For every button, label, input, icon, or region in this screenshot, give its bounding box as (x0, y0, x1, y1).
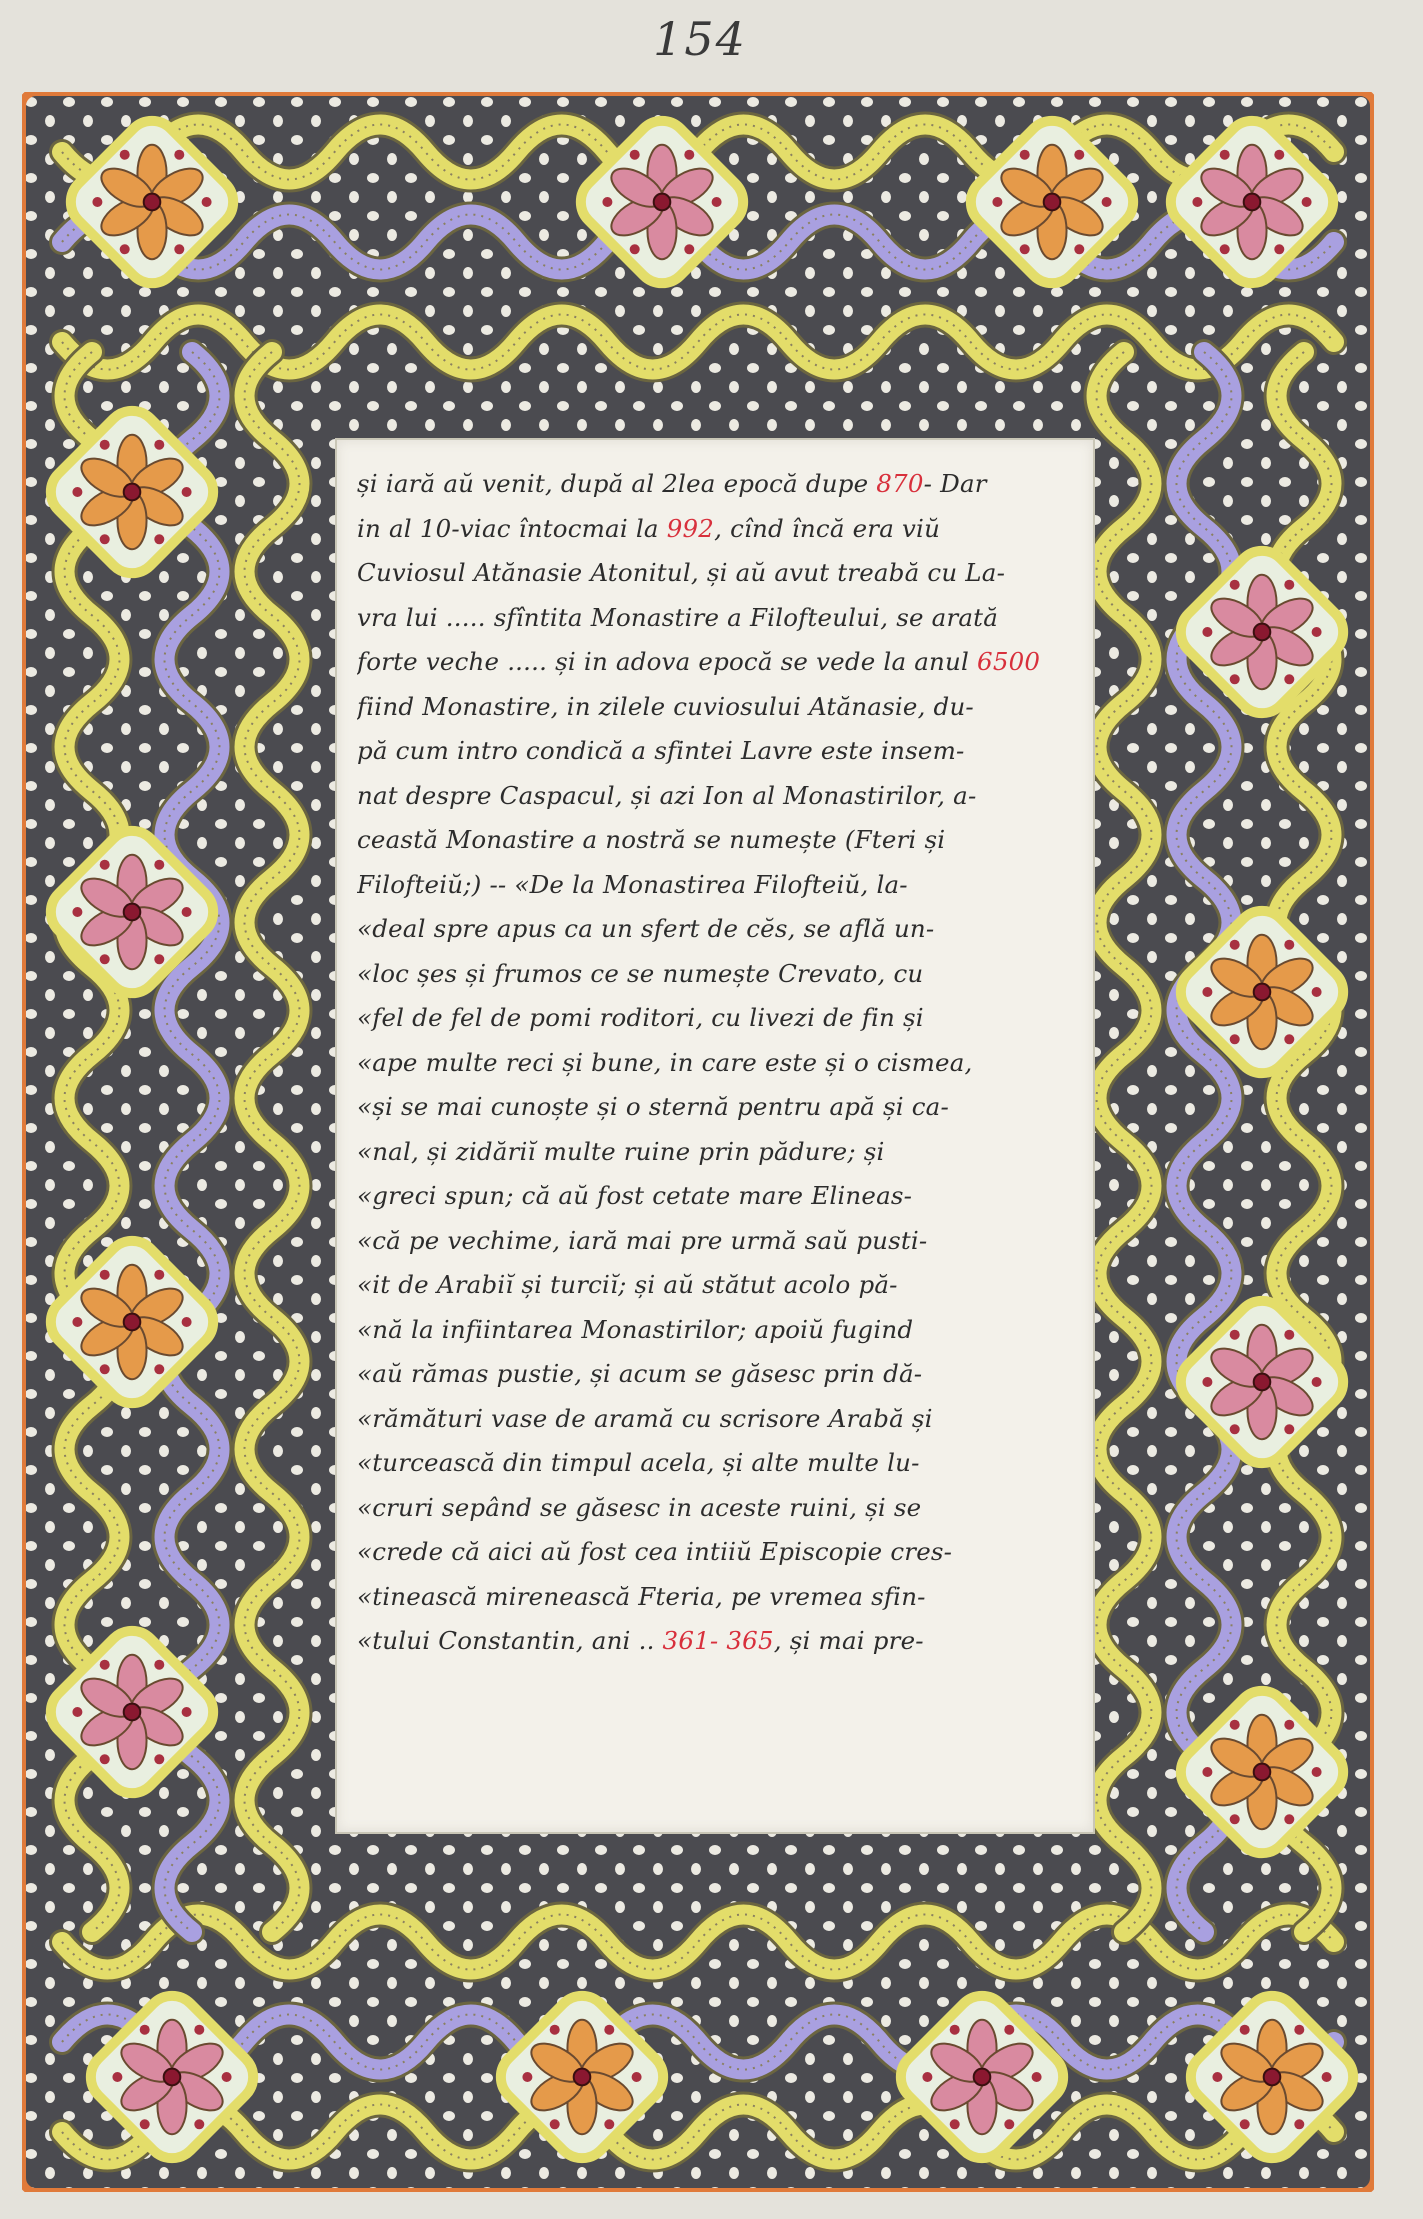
stamen-dot (1220, 150, 1230, 160)
stamen-dot (182, 487, 192, 497)
stamen-dot (182, 907, 192, 917)
flower-center (124, 904, 141, 921)
text-line (357, 1530, 1075, 1575)
stamen-dot (100, 860, 110, 870)
red-numeral: 870 (876, 469, 924, 498)
stamen-dot (684, 244, 694, 254)
text-line (357, 907, 1075, 952)
stamen-dot (550, 2025, 560, 2035)
stamen-dot (950, 2119, 960, 2129)
stamen-dot (120, 150, 130, 160)
red-numeral: 992 (666, 513, 715, 543)
stamen-dot (100, 1364, 110, 1374)
stamen-dot (100, 534, 110, 544)
text-line (357, 952, 1075, 997)
stamen-dot (922, 2072, 932, 2082)
stamen-dot (154, 1270, 164, 1280)
stamen-dot (154, 440, 164, 450)
stamen-dot (1284, 1330, 1294, 1340)
text-line (357, 596, 1075, 641)
text-segment: , și mai pre- (773, 1626, 924, 1655)
stamen-dot (1192, 197, 1202, 207)
stamen-dot (1240, 2025, 1250, 2035)
stamen-dot (1302, 197, 1312, 207)
stamen-dot (604, 2025, 614, 2035)
flower-center (1254, 984, 1271, 1001)
text-segment: «și se mai cunoște și o sternă pentru apă și ca- (357, 1092, 949, 1121)
stamen-dot (1284, 1720, 1294, 1730)
text-segment: fiind Monastire, in zilele cuviosului Atănasie, du- (357, 691, 974, 721)
text-line (357, 551, 1075, 596)
stamen-dot (1074, 150, 1084, 160)
stamen-dot (1274, 244, 1284, 254)
stamen-dot (1322, 2072, 1332, 2082)
flower-center (124, 484, 141, 501)
stamen-dot (1202, 987, 1212, 997)
text-segment: nat despre Caspacul, și azi Ion al Monastirilor, a- (357, 780, 977, 810)
text-segment: «it de Arabiĭ și turciĭ; și aŭ stătut acolo pă- (357, 1270, 898, 1299)
flower-center (654, 194, 671, 211)
text-line (357, 818, 1075, 863)
text-segment: «crede că aici aŭ fost cea intiiŭ Episcopie cres- (357, 1537, 953, 1566)
stamen-dot (154, 1754, 164, 1764)
stamen-dot (72, 487, 82, 497)
stamen-dot (182, 1707, 192, 1717)
stamen-dot (1230, 1720, 1240, 1730)
text-segment: ceastă Monastire a nostră se numește (Fteri și (357, 825, 946, 854)
flower-center (1264, 2069, 1281, 2086)
stamen-dot (684, 150, 694, 160)
stamen-dot (1004, 2025, 1014, 2035)
stamen-dot (1240, 2119, 1250, 2129)
stamen-dot (100, 440, 110, 450)
stamen-dot (154, 954, 164, 964)
stamen-dot (182, 1317, 192, 1327)
flower-center (974, 2069, 991, 2086)
stamen-dot (1312, 1377, 1322, 1387)
text-segment: , cînd încă era viŭ (714, 513, 941, 543)
text-segment: «aŭ rămas pustie, și acum se găsesc prin dă- (357, 1359, 923, 1388)
text-line (357, 1130, 1075, 1175)
flower-center (164, 2069, 181, 2086)
stamen-dot (1220, 244, 1230, 254)
stamen-dot (222, 2072, 232, 2082)
stamen-dot (1202, 627, 1212, 637)
stamen-dot (154, 860, 164, 870)
stamen-dot (1312, 1767, 1322, 1777)
text-line (357, 462, 1075, 507)
stamen-dot (1284, 940, 1294, 950)
text-segment: «deal spre apus ca un sfert de cĕs, se află un- (357, 914, 935, 943)
stamen-dot (1274, 150, 1284, 160)
stamen-dot (154, 534, 164, 544)
text-segment: «fel de fel de pomi roditori, cu livezi de fin și (357, 1003, 924, 1032)
text-line (357, 1486, 1075, 1531)
stamen-dot (630, 150, 640, 160)
text-line (357, 1263, 1075, 1308)
stamen-dot (712, 197, 722, 207)
text-segment: «loc șes și frumos ce se numește Crevato, cu (357, 958, 924, 988)
stamen-dot (1230, 1330, 1240, 1340)
text-segment: Filofteiŭ;) -- «De la Monastirea Filofteiŭ, la- (357, 869, 908, 899)
text-segment: forte veche ..... și in adova epocă se vede la anul (357, 647, 978, 676)
stamen-dot (100, 1270, 110, 1280)
stamen-dot (1284, 580, 1294, 590)
stamen-dot (1230, 1034, 1240, 1044)
stamen-dot (154, 1364, 164, 1374)
stamen-dot (1020, 244, 1030, 254)
stamen-dot (1202, 1377, 1212, 1387)
stamen-dot (72, 907, 82, 917)
text-segment: - Dar (923, 469, 987, 498)
stamen-dot (120, 244, 130, 254)
page-number: 154 (653, 12, 747, 66)
text-segment: «tinească mirenească Fteria, pe vremea sfin- (357, 1581, 926, 1611)
stamen-dot (1004, 2119, 1014, 2129)
stamen-dot (1312, 627, 1322, 637)
text-line (357, 1219, 1075, 1264)
text-segment: «turcească din timpul acela, și alte multe lu- (357, 1448, 920, 1477)
stamen-dot (72, 1707, 82, 1717)
stamen-dot (1284, 1424, 1294, 1434)
text-line (357, 1352, 1075, 1397)
stamen-dot (630, 244, 640, 254)
text-line (357, 996, 1075, 1041)
flower-center (124, 1704, 141, 1721)
stamen-dot (100, 1754, 110, 1764)
text-segment: «ape multe reci și bune, in care este și o cismea, (357, 1047, 973, 1077)
text-segment: «nă la infiintarea Monastirilor; apoiŭ fugind (357, 1314, 914, 1344)
text-line (357, 1308, 1075, 1353)
stamen-dot (604, 2119, 614, 2129)
stamen-dot (174, 150, 184, 160)
text-segment: «că pe vechime, iară mai pre urmă saŭ pusti- (357, 1225, 928, 1255)
stamen-dot (992, 197, 1002, 207)
stamen-dot (632, 2072, 642, 2082)
stamen-dot (1230, 940, 1240, 950)
text-line (357, 774, 1075, 819)
stamen-dot (522, 2072, 532, 2082)
stamen-dot (154, 1660, 164, 1670)
stamen-dot (72, 1317, 82, 1327)
text-segment: vra lui ..... sfîntita Monastire a Filofteului, se arată (357, 602, 999, 632)
stamen-dot (1230, 580, 1240, 590)
text-line (357, 1441, 1075, 1486)
text-line (357, 685, 1075, 730)
red-numeral: 6500 (977, 647, 1041, 676)
stamen-dot (112, 2072, 122, 2082)
stamen-dot (550, 2119, 560, 2129)
flower-center (144, 194, 161, 211)
stamen-dot (100, 954, 110, 964)
stamen-dot (140, 2119, 150, 2129)
stamen-dot (1020, 150, 1030, 160)
stamen-dot (1032, 2072, 1042, 2082)
flower-center (1044, 194, 1061, 211)
stamen-dot (1212, 2072, 1222, 2082)
stamen-dot (92, 197, 102, 207)
flower-center (1254, 1764, 1271, 1781)
stamen-dot (1230, 1424, 1240, 1434)
text-line (357, 1575, 1075, 1620)
red-numeral: 361- 365 (662, 1626, 774, 1655)
text-line (357, 1041, 1075, 1086)
stamen-dot (1202, 1767, 1212, 1777)
stamen-dot (1230, 1814, 1240, 1824)
stamen-dot (202, 197, 212, 207)
stamen-dot (194, 2025, 204, 2035)
text-line (357, 1397, 1075, 1442)
stamen-dot (1284, 674, 1294, 684)
flower-center (1254, 1374, 1271, 1391)
flower-center (574, 2069, 591, 2086)
text-line (357, 863, 1075, 908)
manuscript-text-panel (335, 438, 1095, 1834)
stamen-dot (1230, 674, 1240, 684)
text-segment: Cuviosul Atănasie Atonitul, și aŭ avut treabă cu La- (357, 558, 1006, 587)
text-segment: in al 10-viac întocmai la (357, 513, 667, 543)
manuscript-text (357, 462, 1075, 1664)
text-line (357, 729, 1075, 774)
flower-center (1254, 624, 1271, 641)
flower-center (1244, 194, 1261, 211)
text-line (357, 640, 1075, 685)
text-segment: «nal, și zidăriĭ multe ruine prin pădure; și (357, 1136, 885, 1166)
text-segment: «cruri sepând se găsesc in aceste ruini, și se (357, 1492, 922, 1522)
stamen-dot (1294, 2119, 1304, 2129)
text-segment: «tului Constantin, ani .. (357, 1626, 663, 1655)
text-segment: «rămături vase de aramă cu scrisore Arabă și (357, 1403, 933, 1433)
text-line (357, 1085, 1075, 1130)
stamen-dot (140, 2025, 150, 2035)
stamen-dot (1312, 987, 1322, 997)
text-segment: și iară aŭ venit, după al 2lea epocă dupe (357, 469, 877, 498)
stamen-dot (1284, 1814, 1294, 1824)
text-line (357, 1174, 1075, 1219)
flower-center (124, 1314, 141, 1331)
stamen-dot (194, 2119, 204, 2129)
stamen-dot (950, 2025, 960, 2035)
text-line (357, 507, 1075, 552)
stamen-dot (1102, 197, 1112, 207)
stamen-dot (100, 1660, 110, 1670)
stamen-dot (602, 197, 612, 207)
text-segment: «greci spun; că aŭ fost cetate mare Elineas- (357, 1181, 913, 1210)
stamen-dot (174, 244, 184, 254)
text-segment: pă cum intro condică a sfintei Lavre este insem- (357, 736, 965, 765)
stamen-dot (1294, 2025, 1304, 2035)
stamen-dot (1074, 244, 1084, 254)
text-line (357, 1619, 1075, 1664)
stamen-dot (1284, 1034, 1294, 1044)
